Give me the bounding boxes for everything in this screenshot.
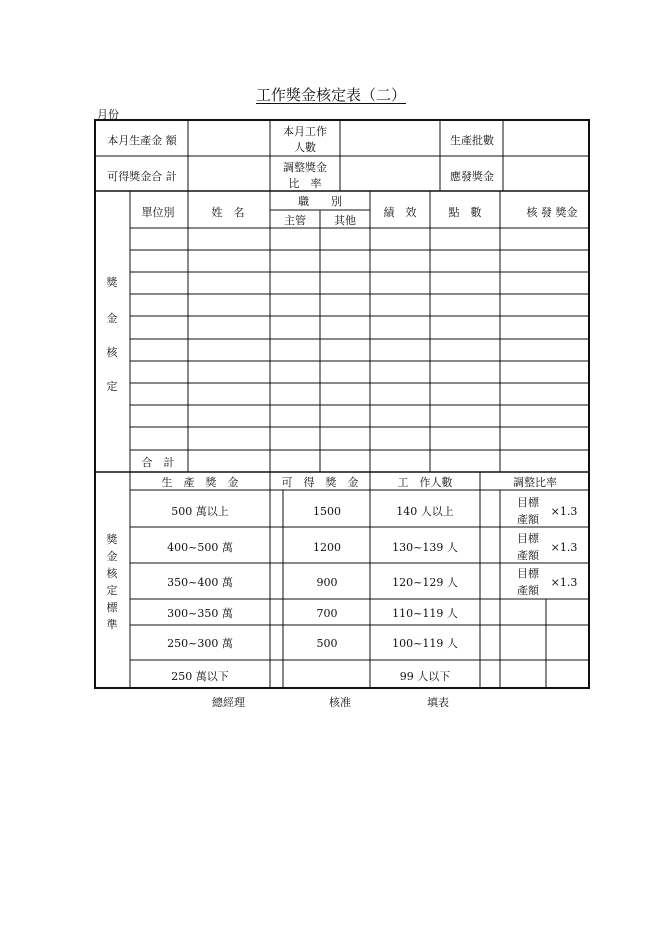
form-title: 工作獎金核定表（二）	[255, 86, 406, 104]
std-row-1	[171, 495, 577, 526]
std-production: 250~300 萬	[167, 637, 233, 650]
std-row-4	[167, 606, 458, 620]
std-ratio: ×1.3	[550, 541, 578, 554]
std-production: 300~350 萬	[167, 607, 233, 620]
footer-approve: 核准	[329, 696, 351, 709]
batch-label: 生產批數	[450, 134, 494, 147]
std-bonus: 500	[316, 637, 338, 650]
std-workers: 110~119 人	[392, 607, 458, 620]
ratio-label-2: 比 率	[288, 177, 322, 190]
std-bonus: 1200	[313, 541, 341, 554]
std-production: 400~500 萬	[167, 541, 233, 554]
std-bonus: 900	[316, 576, 338, 589]
workers-label-1: 本月工作	[283, 125, 327, 138]
std-col-workers: 工 作人數	[397, 476, 453, 489]
std-row-2	[167, 531, 577, 562]
std-row-3	[167, 566, 577, 597]
col-points: 點 數	[448, 206, 482, 219]
std-col-ratio: 調整比率	[513, 476, 557, 489]
col-unit: 單位別	[141, 206, 175, 219]
std-production: 500 萬以上	[171, 505, 229, 518]
std-side-char-6: 準	[106, 618, 118, 631]
std-side-char-2: 金	[106, 550, 118, 563]
std-workers: 120~129 人	[392, 576, 458, 589]
bonus-side-char-3: 核	[106, 346, 118, 359]
ratio-label-1: 調整獎金	[283, 161, 327, 174]
std-workers: 99 人以下	[399, 670, 451, 683]
std-col-bonus: 可 得 獎 金	[281, 476, 359, 489]
std-ratio: ×1.3	[550, 576, 578, 589]
bonus-side-char-2: 金	[106, 312, 118, 325]
col-other: 其他	[334, 214, 356, 227]
std-side-char-4: 定	[106, 584, 118, 597]
std-ratio: ×1.3	[550, 505, 578, 518]
workers-label-2: 人數	[294, 141, 316, 154]
std-bonus: 700	[316, 607, 338, 620]
std-row-5	[167, 636, 458, 650]
std-target-1: 目標	[517, 567, 539, 580]
col-issued: 核 發 獎金	[526, 206, 578, 219]
col-performance: 績 效	[383, 206, 417, 219]
std-target-1: 目標	[517, 496, 539, 509]
col-supervisor: 主管	[284, 214, 306, 227]
month-label: 月份	[97, 108, 119, 121]
col-name: 姓 名	[211, 206, 245, 219]
std-bonus: 1500	[313, 505, 341, 518]
std-workers: 130~139 人	[392, 541, 458, 554]
std-target-1: 目標	[517, 532, 539, 545]
std-target-2: 產額	[517, 549, 539, 562]
std-workers: 100~119 人	[392, 637, 458, 650]
std-workers: 140 人以上	[396, 505, 454, 518]
std-side-char-1: 獎	[106, 533, 118, 546]
std-side-char-5: 標	[106, 601, 118, 614]
footer-fill: 填表	[427, 696, 449, 709]
bonus-total-label: 可得獎金合 計	[107, 170, 177, 183]
payable-label: 應發獎金	[450, 170, 494, 183]
bonus-side-char-1: 獎	[106, 276, 118, 289]
std-side-char-3: 核	[106, 567, 118, 580]
production-amount-label: 本月生產金 額	[107, 134, 177, 147]
std-production: 250 萬以下	[171, 670, 229, 683]
std-target-2: 產額	[517, 584, 539, 597]
total-label: 合 計	[141, 456, 175, 469]
std-row-6	[171, 669, 450, 683]
std-target-2: 產額	[517, 513, 539, 526]
bonus-side-char-4: 定	[106, 380, 118, 393]
footer-gm: 總經理	[212, 696, 245, 709]
std-production: 350~400 萬	[167, 576, 233, 589]
std-col-production: 生 產 獎 金	[161, 476, 239, 489]
col-position: 職 別	[298, 195, 342, 208]
